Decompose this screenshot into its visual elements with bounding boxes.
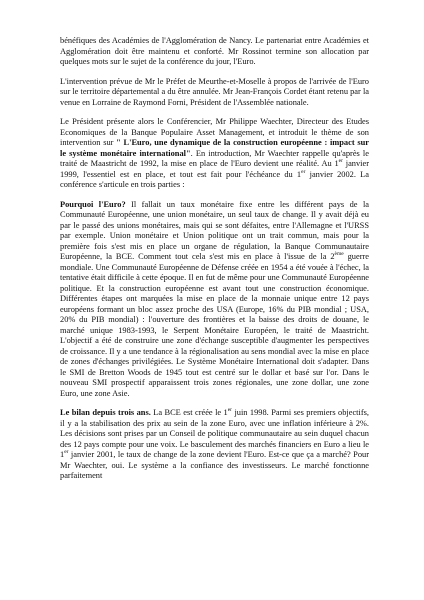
text-run: L'intervention prévue de Mr le Préfet de Meurthe-et-Moselle à propos de l'arrivée de l'Euro sur le territoire départemental a du être annulée. Mr Jean-François Cordet étant retenu par la venue en Lorraine de Raymond Forni, Président de l'Assemblée nationale. bbox=[60, 76, 369, 107]
paragraph-p1 bbox=[60, 36, 369, 68]
text-run: guerre mondiale. Une Communauté Européenne de Défense créée en 1954 a été vouée à l'échec, la tentative était difficile à cette époque. Il en fut de même pour une Communauté Européenne politique. Et la construction européenne est avant tout une construction économique. Différentes étapes ont marquées la mise en place de la monnaie unique entre 12 pays européens formant un bloc assez proche des USA (Europe, 16% du PIB mondial ; USA, 20% du PIB mondial) : l'ouverture des frontières et la baisse des droits de douane, le marché unique 1983-1993, le Serpent Monétaire Européen, le traité de Maastricht. L'objectif a été de construire une zone d'échange susceptible d'augmenter les perspectives de croissance. Il y a une tendance à la régionalisation au sens mondial avec la mise en place de zones d'échanges privilégiées. Le Système Monétaire International doit s'adapter. Dans le SMI de Bretton Woods de 1945 tout est centré sur le dollar et basé sur l'or. Dans le nouveau SMI prospectif apparaissent trois zones régionales, une zone dollar, une zone Euro, une zone Asie. bbox=[60, 252, 369, 398]
superscript: ème bbox=[334, 251, 344, 258]
text-run: bénéfiques des Académies de l'Agglomération de Nancy. Le partenariat entre Académies et Agglomération doit être maintenu et conforté. Mr Rossinot termine son allocation par quelques mots sur le sujet de la conférence du jour, l'Euro. bbox=[60, 36, 369, 66]
text-run: juin 1998. Parmi ses premiers objectifs, il y a la stabilisation des prix au sein de la zone Euro, avec une inflation inférieure à 2%. Les décisions sont prises par un Conseil de politique communautaire au sein duquel chacun des 12 pays compte pour une voix. Le basculement des marchés financiers en Euro a lieu le 1 bbox=[60, 408, 369, 459]
paragraph-p5 bbox=[60, 408, 369, 482]
superscript: er bbox=[64, 449, 69, 456]
text-run: La BCE est créée le 1 bbox=[150, 408, 228, 417]
document-body bbox=[60, 36, 369, 491]
paragraph-p3 bbox=[60, 117, 369, 191]
superscript: er bbox=[338, 158, 343, 165]
paragraph-p2 bbox=[60, 77, 369, 109]
text-run: . En introduction, Mr Waechter rappelle qu'après le traité de Maastricht de 1992, la mise en place de l'Euro devient une réalité. Au 1 bbox=[60, 148, 369, 168]
text-run: Le Président présente alors le Conférencier, Mr Philippe Waechter, Directeur des Etudes Economiques de la Banque Populaire Asset Management, et introduit le thème de son intervention sur bbox=[60, 117, 369, 147]
bold-text: Pourquoi l'Euro? bbox=[60, 199, 126, 209]
bold-text: Le bilan depuis trois ans. bbox=[60, 408, 151, 417]
bold-text: " L'Euro, une dynamique de la construction européenne : impact sur le système monétaire international" bbox=[60, 138, 369, 158]
superscript: er bbox=[227, 407, 233, 414]
text-run: janvier 2002. La conférence s'articule en trois parties : bbox=[60, 169, 370, 189]
superscript: er bbox=[301, 168, 306, 175]
paragraph-p4 bbox=[60, 200, 369, 400]
text-run: Il fallait un taux monétaire fixe entre les différent pays de la Communauté Européenne, une union monétaire, un seul taux de change. Il y avait déjà eu par le passé des unions monétaires, mais qui se sont défaites, entre l'Allemagne et l'URSS par exemple. Union monétaire et Union politique ont un trait commun, mais pour la première fois s'est mis en place un organe de régulation, la Banque Communautaire Européenne, la BCE. Comment tout cela s'est mis en place à l'issue de la 2 bbox=[60, 199, 370, 261]
text-run: janvier 1999, l'essentiel est en place, et tout est fait pour l'échéance du 1 bbox=[60, 159, 369, 179]
text-run: janvier 2001, le taux de change de la zone devient l'Euro. Est-ce que ça a marché? Pour Mr Waechter, oui. Le système a la confiance des investisseurs. Le marché fonctionne parfaitement bbox=[60, 450, 369, 480]
